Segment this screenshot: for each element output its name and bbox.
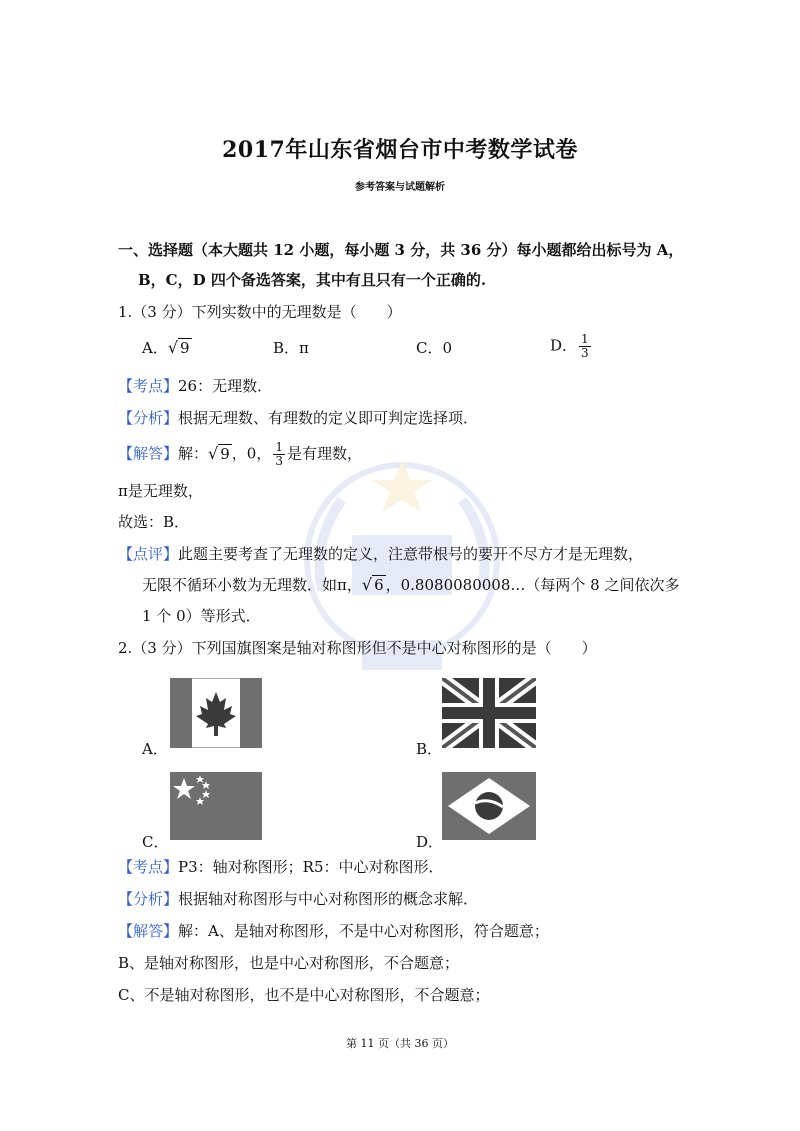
fraction-numerator: 1 <box>581 332 589 346</box>
section-heading-line1: 一、选择题（本大题共 12 小题，每小题 3 分，共 36 分）每小题都给出标号为 A， <box>118 241 684 259</box>
q1-option-d <box>550 333 593 360</box>
q2-line-c: C、不是轴对称图形，也不是中心对称图形，不合题意； <box>118 986 490 1004</box>
q1-option-d-label: D． <box>550 336 578 355</box>
uk-flag <box>442 678 536 748</box>
jieda-tag: 【解答】 <box>118 444 179 463</box>
q1-option-d-fraction <box>579 333 591 360</box>
fraction-denominator: 3 <box>275 454 283 468</box>
q1-kaodian <box>118 376 272 396</box>
page-title: 2017年山东省烟台市中考数学试卷 <box>222 137 578 163</box>
q1-option-c: C．0 <box>416 339 453 357</box>
q2-stem: 2.（3 分）下列国旗图案是轴对称图形但不是中心对称图形的是（ ） <box>118 639 597 657</box>
sqrt-symbol: √ 9 <box>167 338 190 357</box>
dianping-line2-pre: 无限不循环小数为无理数．如π， <box>142 576 362 594</box>
q1-option-a-label: A． <box>142 339 168 357</box>
page-footer: 第 11 页（共 36 页） <box>346 1037 454 1050</box>
fraction-denominator: 3 <box>581 346 589 360</box>
q1-line3: 故选：B． <box>118 513 190 531</box>
q1-option-a-value: 9 <box>180 339 190 357</box>
sqrt-symbol: √ 9 <box>208 443 230 463</box>
brazil-flag <box>442 772 536 840</box>
china-flag <box>170 772 262 840</box>
fenxi-tag: 【分析】 <box>118 890 179 908</box>
watermark-logo <box>292 440 512 700</box>
jieda-tag: 【解答】 <box>118 922 179 940</box>
q1-dianping <box>118 544 643 564</box>
q2-line-b: B、是轴对称图形，也是中心对称图形，不合题意； <box>118 954 460 972</box>
jieda-prefix: 解： <box>178 444 209 463</box>
kaodian-tag: 【考点】 <box>118 858 179 876</box>
q2-option-a-label: A． <box>142 740 168 758</box>
q1-dianping-line3: 1 个 0）等形式． <box>142 607 261 625</box>
dianping-line2-post: ，0.8080080008…（每两个 8 之间依次多 <box>385 576 680 594</box>
fraction-numerator: 1 <box>275 440 283 454</box>
page-subtitle: 参考答案与试题解析 <box>355 182 445 193</box>
q2-option-c-label: C． <box>142 833 169 851</box>
section-heading-line2: B，C，D 四个备选答案，其中有且只有一个正确的. <box>138 271 487 289</box>
fenxi-text: 根据轴对称图形与中心对称图形的概念求解． <box>178 890 479 908</box>
jieda-sqrt-value: 9 <box>220 444 230 463</box>
q2-kaodian <box>118 857 444 877</box>
jieda-text: 解：A、是轴对称图形，不是中心对称图形，符合题意； <box>178 922 549 940</box>
kaodian-text: 26：无理数． <box>178 377 273 395</box>
canada-flag <box>170 678 262 748</box>
q2-fenxi <box>118 889 478 909</box>
q2-jieda <box>118 921 549 941</box>
fenxi-text: 根据无理数、有理数的定义即可判定选择项． <box>178 409 479 427</box>
q1-line2: π是无理数， <box>118 482 203 500</box>
dianping-sqrt-value: 6 <box>374 576 384 594</box>
q2-option-d-label: D． <box>416 833 444 851</box>
q2-option-b-label: B． <box>416 740 443 758</box>
fenxi-tag: 【分析】 <box>118 409 179 427</box>
q1-fenxi <box>118 408 478 428</box>
dianping-tag: 【点评】 <box>118 545 179 563</box>
dianping-line1: 此题主要考查了无理数的定义，注意带根号的要开不尽方才是无理数， <box>178 545 644 563</box>
jieda-fraction <box>273 441 285 468</box>
q1-option-b: B．π <box>273 339 309 357</box>
q1-stem: 1.（3 分）下列实数中的无理数是（ ） <box>118 303 402 321</box>
sqrt-symbol: √ 6 <box>361 575 384 594</box>
jieda-mid: ，0， <box>231 444 272 463</box>
q1-dianping-line2 <box>142 575 679 595</box>
q1-jieda <box>118 441 362 468</box>
jieda-suffix: 是有理数， <box>286 444 362 463</box>
kaodian-text: P3：轴对称图形；R5：中心对称图形． <box>178 858 444 876</box>
kaodian-tag: 【考点】 <box>118 377 179 395</box>
q1-option-a <box>142 337 192 358</box>
